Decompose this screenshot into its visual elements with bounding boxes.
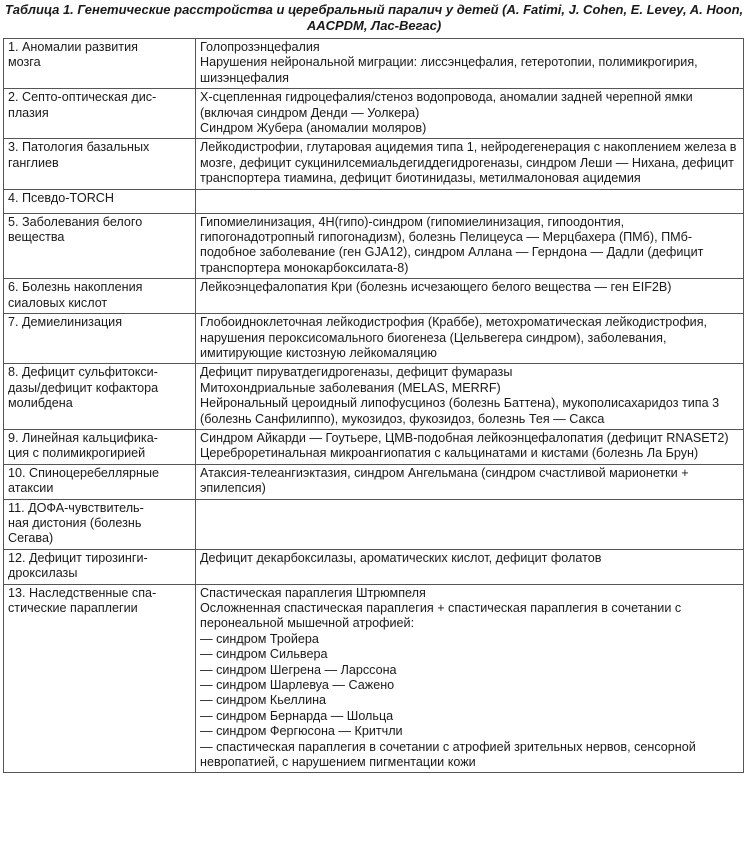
disorder-item: Осложненная спастическая параплегия + спастическая параплегия в сочетании с перонеальной мышечной атрофией: [200,601,682,631]
category-text: 6. Болезнь накопления [8,280,143,295]
disorder-item: Нейрональный цероидный липофусциноз (болезнь Баттена), мукополисахаридоз типа 3 (болезнь Санфилиппо), мукозидоз, фукозидоз, болезнь Тея — Сакса [200,396,720,426]
category-text: 10. Спиноцеребеллярные [8,465,160,480]
table-row [4,189,744,213]
category-text: дроксилазы [8,566,78,581]
disorder-item: Атаксия-телеангиэктазия, синдром Ангельмана (синдром счастливой марионетки + эпилепсия) [200,465,689,496]
table-row [4,89,744,139]
category-cell [4,314,196,364]
disorders-cell [196,89,744,139]
disorder-item: Цереброретинальная микроангиопатия с кальцинатами и кистами (болезнь Ла Брун) [200,446,699,461]
category-text: 13. Наследственные спа- [8,585,157,600]
disorder-item: — синдром Сильвера [200,647,328,662]
category-text: сиаловых кислот [8,295,108,310]
category-text: 1. Аномалии развития [8,40,138,54]
category-cell [4,499,196,549]
disorder-item: Лейкодистрофии, глутаровая ацидемия типа 1, нейродегенерация с накоплением железа в мозге, дефицит сукцинилсемиальдегиддегидрогеназы, синдром Леши — Нихана, дефицит транспортера тиамина, дефицит биотинидазы, метилмалоновая ацидемия [200,140,737,186]
category-text: 11. ДОФА-чувствитель- [8,500,144,515]
disorders-cell [196,549,744,584]
disorders-cell [196,584,744,773]
category-cell [4,139,196,189]
category-cell [4,464,196,499]
category-text: ная дистония (болезнь [8,515,142,530]
table-row [4,364,744,430]
disorder-item: Спастическая параплегия Штрюмпеля [200,585,426,600]
disorders-cell [196,279,744,314]
category-text: молибдена [8,396,73,411]
disorder-item: Дефицит декарбоксилазы, ароматических кислот, дефицит фолатов [200,550,602,565]
category-cell [4,429,196,464]
table-row [4,279,744,314]
category-cell [4,213,196,279]
category-text: 9. Линейная кальцифика- [8,430,158,445]
disorder-item: — синдром Шегрена — Ларссона [200,662,397,677]
table-row [4,499,744,549]
category-cell [4,39,196,89]
disorder-item: Лейкоэнцефалопатия Кри (болезнь исчезающего белого вещества — ген EIF2B) [200,280,672,295]
disorder-item: — спастическая параплегия в сочетании с атрофией зрительных нервов, сенсорной невропатией, с нарушением пигментации кожи [200,739,696,770]
table-row [4,464,744,499]
disorders-cell [196,189,744,213]
category-cell [4,89,196,139]
table-row [4,39,744,89]
category-text: 2. Септо-оптическая дис- [8,90,157,105]
disorder-item: Нарушения нейрональной миграции: лиссэнцефалия, гетеротопии, полимикрогирия, шизэнцефалия [200,55,698,85]
category-text: мозга [8,55,41,70]
category-text: 12. Дефицит тирозинги- [8,550,148,565]
category-text: 8. Дефицит сульфитокси- [8,365,158,380]
disorder-item: Гипомиелинизация, 4H(гипо)-синдром (гипомиелинизация, гипоодонтия, гипогонадотропный гипогонадизм), болезнь Пелицеуса — Мерцбахера (ПМб), ПМб-подобное заболевание (ген GJA12), синдром Аллана — Герндона — Дадли (дефицит транспортера монокарбоксилата-8) [200,214,704,275]
disorder-item: — синдром Бернарда — Шольца [200,708,394,723]
disorders-cell [196,499,744,549]
category-text: плазия [8,105,49,120]
category-text: 3. Патология базальных [8,140,150,155]
disorder-item: Голопрозэнцефалия [200,40,320,54]
disorder-item: — синдром Кьеллина [200,693,327,708]
category-cell [4,189,196,213]
category-text: 5. Заболевания белого [8,214,143,229]
category-text: 4. Псевдо-TORCH [8,190,114,205]
disorders-cell [196,39,744,89]
table-row [4,549,744,584]
table-caption: Таблица 1. Генетические расстройства и церебральный паралич у детей (A. Fatimi, J. Cohen, E. Levey, A. Hoon, AACPDM, Лас-Вегас) [4,2,744,33]
category-text: Сегава) [8,531,54,546]
disorder-item: Х-сцепленная гидроцефалия/стеноз водопровода, аномалии задней черепной ямки (включая синдром Денди — Уолкера) [200,90,693,120]
category-cell [4,364,196,430]
disorders-cell [196,314,744,364]
category-text: вещества [8,230,65,245]
category-text: дазы/дефицит кофактора [8,380,159,395]
table-row [4,139,744,189]
disorder-item: Дефицит пируватдегидрогеназы, дефицит фумаразы [200,365,513,380]
disorders-cell [196,139,744,189]
table-row [4,584,744,773]
disorder-item: Митохондриальные заболевания (MELAS, MERRF) [200,380,501,395]
table-row [4,429,744,464]
category-cell [4,279,196,314]
disorders-cell [196,364,744,430]
disorder-item: Глобоидноклеточная лейкодистрофия (Краббе), метохроматическая лейкодистрофия, нарушения пероксисомального биогенеза (Цельвегера синдром), заболевания, имитирующие кистозную лейкомаляцию [200,315,708,360]
disorder-item: Синдром Жубера (аномалии моляров) [200,121,427,136]
category-text: ганглиев [8,155,59,170]
disorders-cell [196,213,744,279]
disorder-item: — синдром Шарлевуа — Сажено [200,678,395,693]
table-body [4,39,744,773]
disorder-item: — синдром Фергюсона — Критчли [200,724,403,739]
disorders-cell [196,464,744,499]
category-text: 7. Демиелинизация [8,315,123,330]
category-cell [4,549,196,584]
category-text: атаксии [8,481,54,496]
table-row [4,213,744,279]
disorders-cell [196,429,744,464]
disorder-item: Синдром Айкарди — Гоутьере, ЦМВ-подобная лейкоэнцефалопатия (дефицит RNASET2) [200,430,729,445]
disorder-item: — синдром Тройера [200,631,319,646]
category-cell [4,584,196,773]
table-row [4,314,744,364]
category-text: стические параплегии [8,601,138,615]
genetic-disorders-table [3,38,744,773]
category-text: ция с полимикрогирией [8,446,146,461]
